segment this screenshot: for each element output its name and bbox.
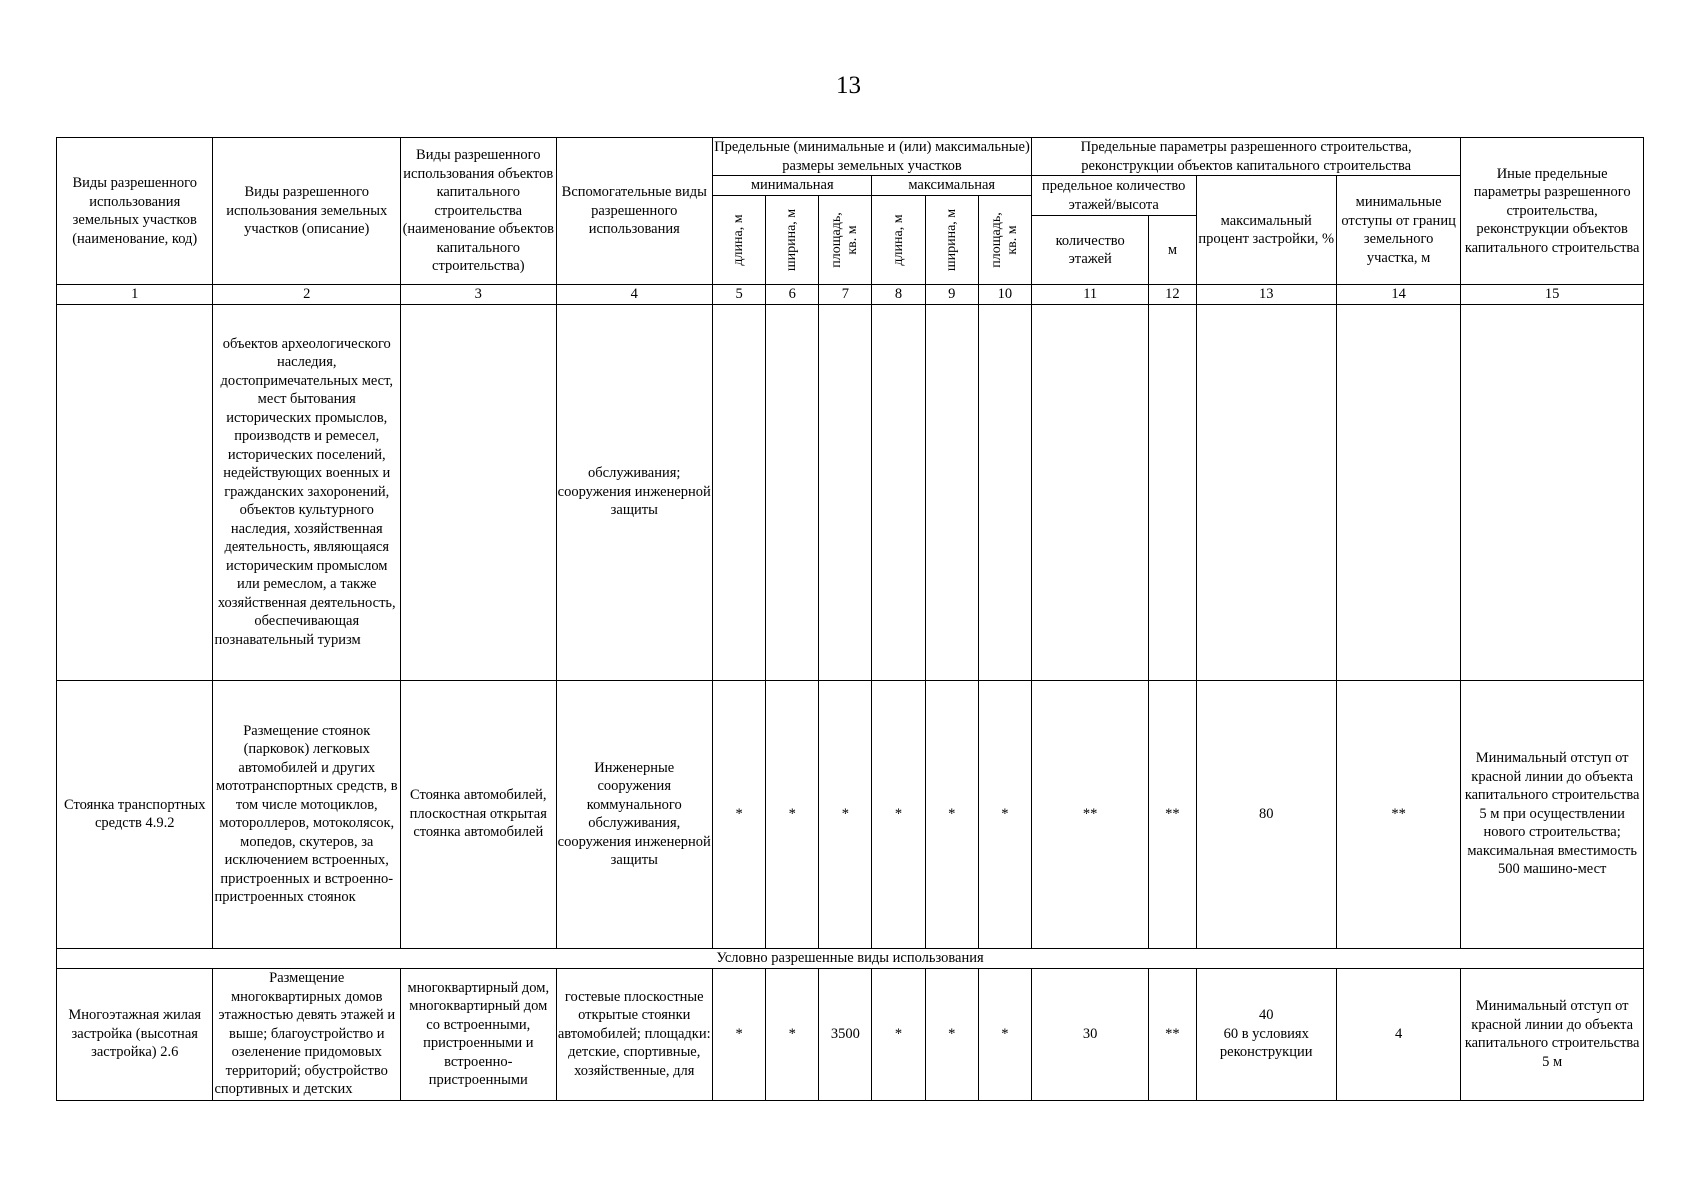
header-min-width: ширина, м xyxy=(766,196,819,285)
cell-empty xyxy=(978,304,1031,680)
header-max-area: площадь, кв. м xyxy=(978,196,1031,285)
cell-description: Размещение стоянок (парковок) легковых автомобилей и других мототранспортных средств, в том числе мотоциклов, мотороллеров, мотоколясок, мопедов, скутеров, за исключением встроенных, пристроенных и встроенно-пристроенных стоянок xyxy=(213,680,401,948)
cell-empty xyxy=(1149,304,1196,680)
table-row xyxy=(57,304,1644,680)
cell-auxiliary-use: Инженерные сооружения коммунального обслуживания, сооружения инженерной защиты xyxy=(556,680,712,948)
col-number-8: 8 xyxy=(872,285,925,305)
col-number-6: 6 xyxy=(766,285,819,305)
cell-min-area: 3500 xyxy=(819,968,872,1100)
cell-max-width: * xyxy=(925,680,978,948)
header-land-use-description: Виды разрешенного использования земельных участков (описание) xyxy=(213,138,401,285)
col-number-3: 3 xyxy=(401,285,556,305)
cell-empty xyxy=(819,304,872,680)
header-min-area: площадь, кв. м xyxy=(819,196,872,285)
cell-other-parameters: Минимальный отступ от красной линии до объекта капитального строительства 5 м при осуществлении нового строительства; максимальная вместимость 500 машино-мест xyxy=(1461,680,1644,948)
col-number-2: 2 xyxy=(213,285,401,305)
col-number-5: 5 xyxy=(712,285,765,305)
cell-max-percent: 80 xyxy=(1196,680,1336,948)
cell-min-offset: ** xyxy=(1336,680,1460,948)
cell-auxiliary-use: обслуживания; сооружения инженерной защиты xyxy=(556,304,712,680)
col-number-11: 11 xyxy=(1032,285,1149,305)
col-number-15: 15 xyxy=(1461,285,1644,305)
cell-max-width: * xyxy=(925,968,978,1100)
cell-empty xyxy=(57,304,213,680)
table-row xyxy=(57,680,1644,948)
header-max-length: длина, м xyxy=(872,196,925,285)
header-other-parameters: Иные предельные параметры разрешенного строительства, реконструкции объектов капитального строительства xyxy=(1461,138,1644,285)
col-number-14: 14 xyxy=(1336,285,1460,305)
col-number-10: 10 xyxy=(978,285,1031,305)
cell-min-length: * xyxy=(712,680,765,948)
col-number-1: 1 xyxy=(57,285,213,305)
header-floor-count: количество этажей xyxy=(1032,216,1149,285)
cell-description: Размещение многоквартирных домов этажностью девять этажей и выше; благоустройство и озеленение придомовых территорий; обустройство спортивных и детских xyxy=(213,968,401,1100)
header-minimum: минимальная xyxy=(712,176,871,196)
cell-max-percent: 40 60 в условиях реконструкции xyxy=(1196,968,1336,1100)
cell-empty xyxy=(1461,304,1644,680)
header-land-plot-size-limits: Предельные (минимальные и (или) максимальные) размеры земельных участков xyxy=(714,139,1030,174)
cell-max-area: * xyxy=(978,968,1031,1100)
cell-empty xyxy=(712,304,765,680)
cell-other-parameters: Минимальный отступ от красной линии до объекта капитального строительства 5 м xyxy=(1461,968,1644,1100)
cell-floor-count: 30 xyxy=(1032,968,1149,1100)
section-title-conditional-uses: Условно разрешенные виды использования xyxy=(57,948,1644,968)
header-max-building-percent: максимальный процент застройки, % xyxy=(1196,176,1336,285)
cell-min-offset: 4 xyxy=(1336,968,1460,1100)
cell-max-length: * xyxy=(872,968,925,1100)
cell-max-area: * xyxy=(978,680,1031,948)
cell-empty xyxy=(872,304,925,680)
cell-height: ** xyxy=(1149,680,1196,948)
cell-empty xyxy=(925,304,978,680)
page-number: 13 xyxy=(836,72,861,99)
cell-height: ** xyxy=(1149,968,1196,1100)
table-row xyxy=(57,968,1644,1100)
col-number-4: 4 xyxy=(556,285,712,305)
header-maximum: максимальная xyxy=(872,176,1032,196)
cell-min-area: * xyxy=(819,680,872,948)
header-land-use-name-code: Виды разрешенного использования земельных участков (наименование, код) xyxy=(57,138,213,285)
cell-empty xyxy=(1196,304,1336,680)
header-height-m: м xyxy=(1149,216,1196,285)
cell-empty xyxy=(766,304,819,680)
header-floors-height-limit: предельное количество этажей/высота xyxy=(1032,176,1197,216)
cell-empty xyxy=(401,304,556,680)
cell-capital-object: Стоянка автомобилей, плоскостная открытая стоянка автомобилей xyxy=(401,680,556,948)
cell-empty xyxy=(1336,304,1460,680)
cell-min-width: * xyxy=(766,680,819,948)
land-use-regulations-table xyxy=(56,137,1644,1101)
header-min-offsets: минимальные отступы от границ земельного участка, м xyxy=(1336,176,1460,285)
cell-auxiliary-use: гостевые плоскостные открытые стоянки автомобилей; площадки: детские, спортивные, хозяйственные, для xyxy=(556,968,712,1100)
cell-description: объектов археологического наследия, достопримечательных мест, мест бытования исторических промыслов, производств и ремесел, исторических поселений, недействующих военных и гражданских захоронений, объектов культурного наследия, хозяйственная деятельность, являющаяся историческим промыслом или ремеслом, а также хозяйственная деятельность, обеспечивающая познавательный туризм xyxy=(213,304,401,680)
cell-land-use-name: Стоянка транспортных средств 4.9.2 xyxy=(57,680,213,948)
header-capital-construction-use: Виды разрешенного использования объектов капитального строительства (наименование объектов капитального строительства) xyxy=(401,138,556,285)
cell-empty xyxy=(1032,304,1149,680)
header-max-width: ширина, м xyxy=(925,196,978,285)
cell-max-length: * xyxy=(872,680,925,948)
header-auxiliary-use: Вспомогательные виды разрешенного использования xyxy=(556,138,712,285)
cell-min-width: * xyxy=(766,968,819,1100)
cell-capital-object: многоквартирный дом, многоквартирный дом со встроенными, пристроенными и встроенно-пристроенными xyxy=(401,968,556,1100)
col-number-12: 12 xyxy=(1149,285,1196,305)
col-number-9: 9 xyxy=(925,285,978,305)
header-min-length: длина, м xyxy=(712,196,765,285)
cell-land-use-name: Многоэтажная жилая застройка (высотная застройка) 2.6 xyxy=(57,968,213,1100)
col-number-13: 13 xyxy=(1196,285,1336,305)
cell-floor-count: ** xyxy=(1032,680,1149,948)
header-construction-parameters: Предельные параметры разрешенного строительства, реконструкции объектов капитального строительства xyxy=(1032,138,1461,176)
col-number-7: 7 xyxy=(819,285,872,305)
cell-min-length: * xyxy=(712,968,765,1100)
